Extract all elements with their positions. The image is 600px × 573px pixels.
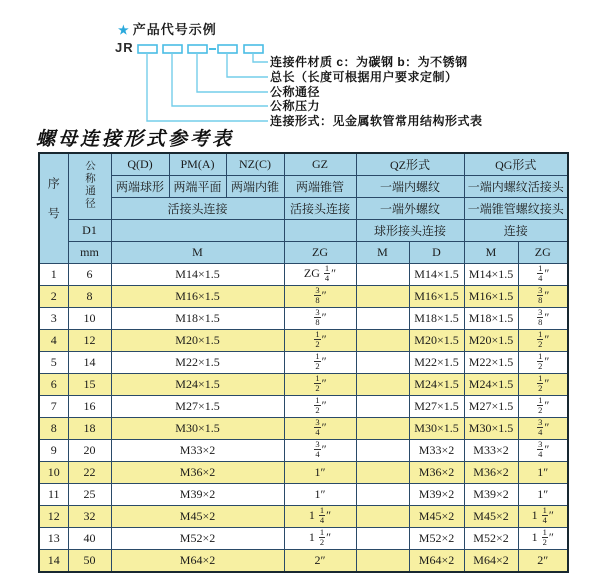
- header-type-pma: PM(A): [169, 153, 226, 176]
- cell-mm: 40: [68, 528, 111, 550]
- fraction: $\frac{1}{2}$: [315, 329, 320, 349]
- cell-qg-zg: $\frac{1}{2}$ ″: [518, 330, 568, 352]
- table-row: [39, 440, 568, 462]
- table-row: [39, 264, 568, 286]
- table-row: [39, 484, 568, 506]
- cell-qz-d: M16×1.5: [409, 286, 464, 308]
- cell-qg-m: M18×1.5: [464, 308, 518, 330]
- legend-label-connection-form: 连接形式：见金属软管常用结构形式表: [270, 114, 483, 128]
- header-type-qg: QG形式: [464, 153, 568, 176]
- cell-zg-taper: 1″: [284, 484, 356, 506]
- header-row-types: [39, 153, 568, 176]
- connector-line: [253, 53, 268, 62]
- header-subtype-qz: 一端内螺纹: [356, 176, 464, 198]
- header-nominal-diameter: 公称通径: [68, 153, 111, 220]
- fraction: $\frac{1}{2}$: [542, 527, 547, 547]
- cell-qz-d: M36×2: [409, 462, 464, 484]
- cell-serial: 14: [39, 550, 68, 573]
- header-type-nzc: NZ(C): [226, 153, 284, 176]
- cell-qg-m: M45×2: [464, 506, 518, 528]
- table-row: [39, 506, 568, 528]
- star-icon: ★: [118, 23, 130, 37]
- table-header: [39, 153, 568, 264]
- fraction: $\frac{1}{2}$: [538, 395, 543, 415]
- header-serial: 序号: [39, 153, 68, 264]
- cell-qg-zg: $\frac{3}{4}$ ″: [518, 418, 568, 440]
- header-unit-m2: M: [356, 242, 409, 264]
- cell-zg-taper: 2″: [284, 550, 356, 573]
- header-conn-ball: 球形接头连接: [356, 220, 464, 242]
- cell-zg-taper: 1 $\frac{1}{4}$ ″: [284, 506, 356, 528]
- table-row: [39, 462, 568, 484]
- header-conn-union2: 活接头连接: [284, 198, 356, 220]
- cell-qz-d: M24×1.5: [409, 374, 464, 396]
- header-subtype-gz: 两端锥管: [284, 176, 356, 198]
- cell-qg-m: M33×2: [464, 440, 518, 462]
- cell-m-thread: M18×1.5: [111, 308, 284, 330]
- header-empty: [111, 220, 284, 242]
- fraction: $\frac{1}{4}$: [538, 263, 543, 283]
- cell-qz-d: M52×2: [409, 528, 464, 550]
- table-title: 螺母连接形式参考表: [36, 128, 235, 150]
- cell-qg-zg: $\frac{1}{2}$ ″: [518, 374, 568, 396]
- cell-zg-taper: ZG $\frac{1}{4}$ ″: [284, 264, 356, 286]
- cell-zg-taper: 1 $\frac{1}{2}$ ″: [284, 528, 356, 550]
- cell-qz-d: M22×1.5: [409, 352, 464, 374]
- cell-serial: 6: [39, 374, 68, 396]
- cell-zg-taper: $\frac{3}{4}$ ″: [284, 440, 356, 462]
- table-row: [39, 396, 568, 418]
- cell-mm: 32: [68, 506, 111, 528]
- cell-qg-zg: 2″: [518, 550, 568, 573]
- cell-serial: 13: [39, 528, 68, 550]
- cell-qz-m: [356, 396, 409, 418]
- code-box: [163, 45, 182, 53]
- cell-m-thread: M20×1.5: [111, 330, 284, 352]
- cell-mm: 15: [68, 374, 111, 396]
- fraction: $\frac{1}{4}$: [319, 505, 325, 525]
- table-row: [39, 352, 568, 374]
- cell-mm: 22: [68, 462, 111, 484]
- header-empty: [284, 220, 356, 242]
- cell-qz-d: M39×2: [409, 484, 464, 506]
- fraction: $\frac{1}{2}$: [315, 395, 320, 415]
- legend-label-length: 总长（长度可根据用户要求定制）: [270, 70, 458, 84]
- cell-qz-m: [356, 286, 409, 308]
- table-row: [39, 418, 568, 440]
- legend-label-pressure: 公称压力: [270, 99, 321, 113]
- cell-zg-taper: $\frac{1}{2}$ ″: [284, 352, 356, 374]
- header-unit-zg1: ZG: [284, 242, 356, 264]
- cell-serial: 5: [39, 352, 68, 374]
- table-row: [39, 330, 568, 352]
- cell-mm: 18: [68, 418, 111, 440]
- connector-line: [197, 53, 268, 92]
- cell-qg-m: M27×1.5: [464, 396, 518, 418]
- fraction: $\frac{3}{4}$: [315, 417, 320, 437]
- cell-qg-m: M16×1.5: [464, 286, 518, 308]
- cell-qg-m: M30×1.5: [464, 418, 518, 440]
- cell-mm: 8: [68, 286, 111, 308]
- cell-qg-zg: $\frac{1}{2}$ ″: [518, 352, 568, 374]
- header-unit-d: D: [409, 242, 464, 264]
- header-type-gz: GZ: [284, 153, 356, 176]
- cell-serial: 2: [39, 286, 68, 308]
- cell-serial: 1: [39, 264, 68, 286]
- cell-qz-d: M18×1.5: [409, 308, 464, 330]
- cell-mm: 12: [68, 330, 111, 352]
- cell-serial: 12: [39, 506, 68, 528]
- cell-qg-m: M64×2: [464, 550, 518, 573]
- connector-line: [147, 53, 268, 121]
- cell-qg-zg: 1 $\frac{1}{4}$ ″: [518, 506, 568, 528]
- cell-zg-taper: $\frac{1}{2}$ ″: [284, 396, 356, 418]
- fraction: $\frac{3}{4}$: [538, 439, 543, 459]
- cell-m-thread: M24×1.5: [111, 374, 284, 396]
- header-type-qd: Q(D): [111, 153, 169, 176]
- cell-qz-d: M30×1.5: [409, 418, 464, 440]
- cell-qz-m: [356, 462, 409, 484]
- fraction: $\frac{1}{2}$: [319, 527, 325, 547]
- header-mm: mm: [68, 242, 111, 264]
- cell-qz-m: [356, 528, 409, 550]
- cell-mm: 16: [68, 396, 111, 418]
- cell-qg-zg: 1 $\frac{1}{2}$ ″: [518, 528, 568, 550]
- header-row-subtypes: [39, 176, 568, 198]
- fraction: $\frac{3}{8}$: [538, 285, 543, 305]
- header-d1: D1: [68, 220, 111, 242]
- cell-mm: 6: [68, 264, 111, 286]
- cell-qg-m: M22×1.5: [464, 352, 518, 374]
- cell-serial: 8: [39, 418, 68, 440]
- cell-qz-m: [356, 506, 409, 528]
- header-unit-zg2: ZG: [518, 242, 568, 264]
- cell-qz-m: [356, 550, 409, 573]
- fraction: $\frac{3}{4}$: [538, 417, 543, 437]
- header-subtype-qd: 两端球形: [111, 176, 169, 198]
- code-box: [188, 45, 207, 53]
- diagram-heading-text: 产品代号示例: [132, 22, 217, 37]
- cell-qz-m: [356, 418, 409, 440]
- cell-m-thread: M14×1.5: [111, 264, 284, 286]
- cell-qg-zg: $\frac{3}{4}$ ″: [518, 440, 568, 462]
- header-conn-union1: 活接头连接: [111, 198, 284, 220]
- cell-qz-d: M27×1.5: [409, 396, 464, 418]
- cell-serial: 11: [39, 484, 68, 506]
- product-code-prefix: JR: [115, 40, 134, 55]
- cell-serial: 7: [39, 396, 68, 418]
- cell-zg-taper: $\frac{3}{8}$ ″: [284, 308, 356, 330]
- cell-qg-m: M20×1.5: [464, 330, 518, 352]
- cell-qg-zg: $\frac{3}{8}$ ″: [518, 308, 568, 330]
- cell-serial: 3: [39, 308, 68, 330]
- header-type-qz: QZ形式: [356, 153, 464, 176]
- header-row-d1: [39, 220, 568, 242]
- fraction: $\frac{1}{2}$: [538, 373, 543, 393]
- cell-m-thread: M64×2: [111, 550, 284, 573]
- cell-qg-zg: 1″: [518, 462, 568, 484]
- fraction: $\frac{1}{2}$: [315, 373, 320, 393]
- table-row: [39, 550, 568, 573]
- cell-m-thread: M45×2: [111, 506, 284, 528]
- connector-line: [227, 53, 268, 77]
- cell-zg-taper: $\frac{3}{8}$ ″: [284, 286, 356, 308]
- cell-m-thread: M27×1.5: [111, 396, 284, 418]
- fraction: $\frac{1}{4}$: [324, 263, 330, 283]
- nut-connection-table: [38, 152, 569, 573]
- cell-serial: 4: [39, 330, 68, 352]
- cell-mm: 50: [68, 550, 111, 573]
- header-conn-taper: 一端锥管螺纹接头: [464, 198, 568, 220]
- fraction: $\frac{1}{2}$: [538, 329, 543, 349]
- cell-qz-m: [356, 484, 409, 506]
- cell-m-thread: M33×2: [111, 440, 284, 462]
- fraction: $\frac{3}{8}$: [315, 285, 320, 305]
- header-conn-connect: 连接: [464, 220, 568, 242]
- header-unit-m3: M: [464, 242, 518, 264]
- code-box: [218, 45, 237, 53]
- cell-m-thread: M52×2: [111, 528, 284, 550]
- fraction: $\frac{1}{2}$: [315, 351, 320, 371]
- cell-mm: 10: [68, 308, 111, 330]
- cell-m-thread: M30×1.5: [111, 418, 284, 440]
- cell-qz-d: M64×2: [409, 550, 464, 573]
- cell-qg-m: M14×1.5: [464, 264, 518, 286]
- cell-mm: 25: [68, 484, 111, 506]
- cell-mm: 20: [68, 440, 111, 462]
- cell-qg-zg: $\frac{3}{8}$ ″: [518, 286, 568, 308]
- cell-qz-d: M33×2: [409, 440, 464, 462]
- table-row: [39, 528, 568, 550]
- cell-m-thread: M39×2: [111, 484, 284, 506]
- cell-serial: 9: [39, 440, 68, 462]
- cell-qg-zg: $\frac{1}{4}$ ″: [518, 264, 568, 286]
- cell-m-thread: M16×1.5: [111, 286, 284, 308]
- cell-qz-m: [356, 264, 409, 286]
- table-body: [39, 264, 568, 573]
- fraction: $\frac{3}{8}$: [538, 307, 543, 327]
- header-conn-external: 一端外螺纹: [356, 198, 464, 220]
- legend-label-diameter: 公称通径: [270, 85, 321, 99]
- cell-qz-m: [356, 440, 409, 462]
- cell-qz-m: [356, 352, 409, 374]
- cell-qg-m: M52×2: [464, 528, 518, 550]
- cell-qz-m: [356, 374, 409, 396]
- cell-qg-m: M39×2: [464, 484, 518, 506]
- legend-label-material: 连接件材质 c：为碳钢 b：为不锈钢: [270, 55, 468, 69]
- cell-qz-m: [356, 330, 409, 352]
- header-subtype-qg: 一端内螺纹活接头: [464, 176, 568, 198]
- cell-qg-zg: $\frac{1}{2}$ ″: [518, 396, 568, 418]
- cell-mm: 14: [68, 352, 111, 374]
- code-box: [244, 45, 263, 53]
- cell-zg-taper: $\frac{3}{4}$ ″: [284, 418, 356, 440]
- fraction: $\frac{1}{4}$: [542, 505, 547, 525]
- cell-qz-d: M14×1.5: [409, 264, 464, 286]
- header-unit-m1: M: [111, 242, 284, 264]
- cell-qz-m: [356, 308, 409, 330]
- fraction: $\frac{1}{2}$: [538, 351, 543, 371]
- cell-zg-taper: 1″: [284, 462, 356, 484]
- header-subtype-pma: 两端平面: [169, 176, 226, 198]
- table-row: [39, 308, 568, 330]
- header-subtype-nzc: 两端内锥: [226, 176, 284, 198]
- table-row: [39, 374, 568, 396]
- cell-qg-m: M36×2: [464, 462, 518, 484]
- cell-zg-taper: $\frac{1}{2}$ ″: [284, 330, 356, 352]
- header-row-connection: [39, 198, 568, 220]
- cell-qg-m: M24×1.5: [464, 374, 518, 396]
- fraction: $\frac{3}{4}$: [315, 439, 320, 459]
- table-row: [39, 286, 568, 308]
- cell-qz-d: M45×2: [409, 506, 464, 528]
- header-row-units: [39, 242, 568, 264]
- code-box: [138, 45, 157, 53]
- cell-serial: 10: [39, 462, 68, 484]
- cell-m-thread: M36×2: [111, 462, 284, 484]
- cell-zg-taper: $\frac{1}{2}$ ″: [284, 374, 356, 396]
- cell-qz-d: M20×1.5: [409, 330, 464, 352]
- fraction: $\frac{3}{8}$: [315, 307, 320, 327]
- cell-qg-zg: 1″: [518, 484, 568, 506]
- cell-m-thread: M22×1.5: [111, 352, 284, 374]
